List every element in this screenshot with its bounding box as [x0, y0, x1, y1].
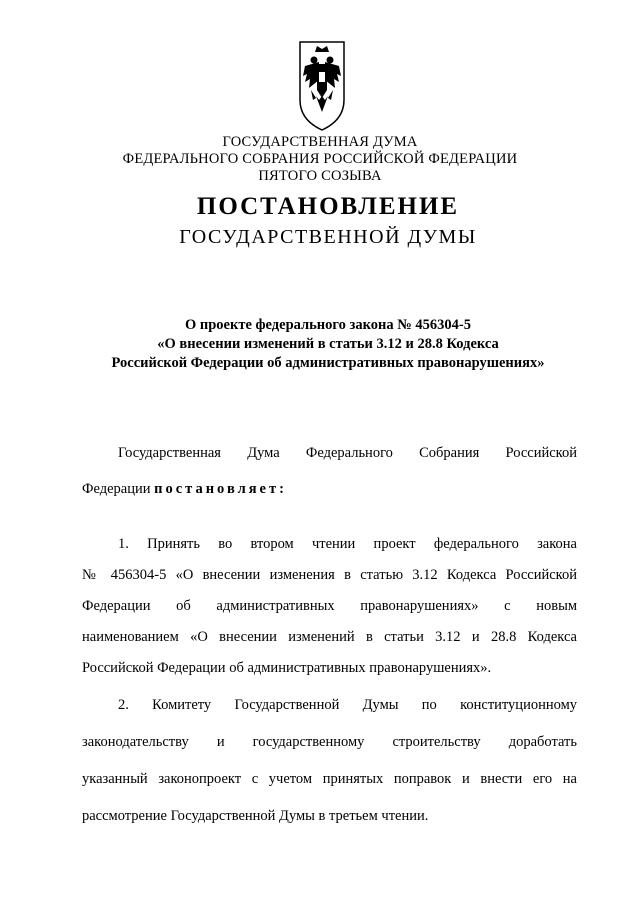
item-2-line-3: указанный законопроект с учетом принятых поправок и внести его на: [82, 771, 577, 787]
bill-title-line-1: О проекте федерального закона № 456304-5: [184, 317, 472, 333]
bill-title-line-3: Российской Федерации об административных правонарушениях»: [111, 355, 545, 371]
item-1-line-2: № 456304-5 «О внесении изменения в статью 3.12 Кодекса Российской: [82, 567, 577, 583]
coat-of-arms-icon: [297, 40, 347, 132]
preamble-line-1: Государственная Дума Федерального Собрания Российской: [118, 445, 577, 461]
org-line-1: ГОСУДАРСТВЕННАЯ ДУМА: [222, 134, 418, 150]
header: [0, 134, 640, 185]
bill-title-line-2: «О внесении изменений в статьи 3.12 и 28.8 Кодекса: [157, 336, 499, 352]
item-2-line-2: законодательству и государственному строительству доработать: [82, 734, 577, 750]
org-line-3: ПЯТОГО СОЗЫВА: [258, 168, 382, 184]
item-1-line-3: Федерации об административных правонарушениях» с новым: [82, 598, 577, 614]
document-title: ПОСТАНОВЛЕНИЕ: [196, 193, 460, 220]
preamble-federation: Федерации: [82, 481, 151, 497]
bill-title: [0, 316, 640, 373]
preamble-line-2: [82, 474, 577, 505]
item-1-line-4: наименованием «О внесении изменений в статьи 3.12 и 28.8 Кодекса: [82, 629, 577, 645]
item-2-line-4: рассмотрение Государственной Думы в третьем чтении.: [82, 808, 429, 824]
resolves-word: постановляет:: [154, 481, 287, 497]
org-line-2: ФЕДЕРАЛЬНОГО СОБРАНИЯ РОССИЙСКОЙ ФЕДЕРАЦИИ: [122, 151, 518, 167]
item-1: [82, 529, 577, 684]
item-1-line-1: 1. Принять во втором чтении проект федерального закона: [118, 536, 577, 552]
item-1-line-5: Российской Федерации об административных правонарушениях».: [82, 660, 492, 676]
document-subtitle: ГОСУДАРСТВЕННОЙ ДУМЫ: [179, 226, 477, 248]
preamble: [82, 438, 577, 505]
item-2-line-1: 2. Комитету Государственной Думы по конституционному: [118, 697, 577, 713]
state-emblem: [297, 40, 347, 132]
item-2: [82, 690, 577, 832]
